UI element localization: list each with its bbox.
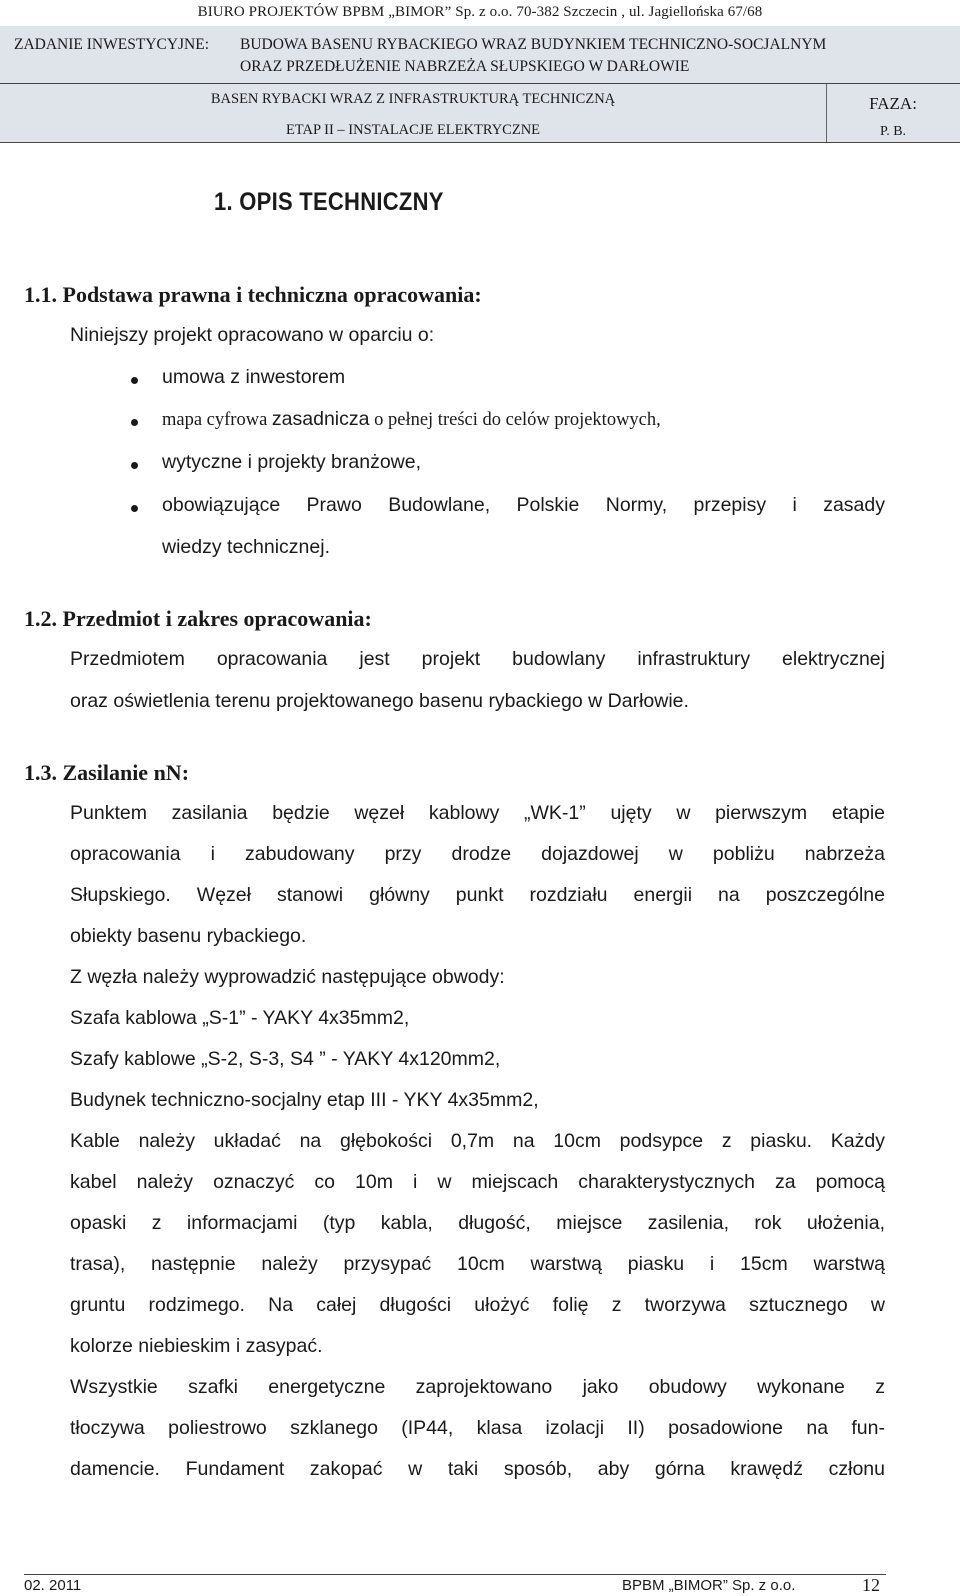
paragraph-line: kabel należy oznaczyć co 10m i w miejscach charakterystycznych za pomocą (70, 1171, 885, 1193)
paragraph-line: gruntu rodzimego. Na całej długości ułożyć folię z tworzywa sztucznego w (70, 1294, 885, 1316)
page-number: 12 (862, 1575, 880, 1595)
paragraph-line: Z węzła należy wyprowadzić następujące obwody: (70, 966, 505, 988)
paragraph-line: opaski z informacjami (typ kabla, długość, miejsce zasilenia, rok ułożenia, (70, 1212, 885, 1234)
company-name: BIURO PROJEKTÓW BPBM „BIMOR” Sp. z o.o. 70-382 Szczecin , ul. Jagiellońska 67/68 (197, 4, 763, 20)
paragraph-line: Słupskiego. Węzeł stanowi główny punkt rozdziału energii na poszczególne (70, 884, 885, 906)
paragraph-line: Budynek techniczno-socjalny etap III - YKY 4x35mm2, (70, 1089, 539, 1111)
task-title-line1: BUDOWA BASENU RYBACKIEGO WRAZ BUDYNKIEM TECHNICZNO-SOCJALNYM (240, 36, 827, 53)
section-1-1-intro: Niniejszy projekt opracowano w oparciu o: (70, 324, 435, 346)
bullet-icon (131, 419, 138, 426)
bullet-icon (131, 377, 138, 384)
list-item-text: zasadnicza (271, 408, 370, 430)
header-divider (0, 83, 960, 84)
paragraph-line: Szafy kablowe „S-2, S-3, S4 ” - YAKY 4x120mm2, (70, 1048, 501, 1070)
header-stage: ETAP II – INSTALACJE ELEKTRYCZNE (285, 122, 541, 138)
list-item-text: o pełnej treści do celów projektowych, (369, 410, 661, 430)
list-item: obowiązujące Prawo Budowlane, Polskie Normy, przepisy i zasady (162, 494, 885, 516)
paragraph-line: obiekty basenu rybackiego. (70, 925, 307, 947)
paragraph-line: Szafa kablowa „S-1” - YAKY 4x35mm2, (70, 1007, 410, 1029)
paragraph-line: kolorze niebieskim i zasypać. (70, 1335, 323, 1357)
header-subject: BASEN RYBACKI WRAZ Z INFRASTRUKTURĄ TECHNICZNĄ (210, 91, 616, 107)
section-heading-1-1: 1.1. Podstawa prawna i techniczna opracowania: (24, 282, 482, 307)
page-title: 1. OPIS TECHNICZNY (214, 188, 444, 216)
bullet-icon (131, 462, 138, 469)
phase-label: FAZA: (869, 94, 917, 113)
paragraph-line: tłoczywa poliestrowo szklanego (IP44, klasa izolacji II) posadowione na fun- (70, 1417, 885, 1439)
paragraph-line: Wszystkie szafki energetyczne zaprojektowano jako obudowy wykonane z (70, 1376, 885, 1398)
section-heading-1-2: 1.2. Przedmiot i zakres opracowania: (24, 606, 372, 631)
paragraph-line: oraz oświetlenia terenu projektowanego basenu rybackiego w Darłowie. (70, 690, 689, 712)
task-label: ZADANIE INWESTYCYJNE: (14, 36, 210, 53)
task-title-line2: ORAZ PRZEDŁUŻENIE NABRZEŻA SŁUPSKIEGO W DARŁOWIE (240, 58, 690, 75)
section-heading-1-3: 1.3. Zasilanie nN: (24, 760, 190, 785)
paragraph-line: opracowania i zabudowany przy drodze dojazdowej w pobliżu nabrzeża (70, 843, 885, 865)
footer-rule (24, 1574, 886, 1575)
bullet-icon (131, 505, 138, 512)
list-item-text: mapa cyfrowa (162, 410, 272, 430)
footer-date: 02. 2011 (24, 1577, 82, 1594)
header-bottom-rule (0, 142, 960, 143)
list-item: wytyczne i projekty branżowe, (162, 451, 422, 473)
paragraph-line: Kable należy układać na głębokości 0,7m na 10cm podsypce z piasku. Każdy (70, 1130, 885, 1152)
footer-company: BPBM „BIMOR” Sp. z o.o. (622, 1577, 796, 1594)
paragraph-line: Przedmiotem opracowania jest projekt budowlany infrastruktury elektrycznej (70, 648, 885, 670)
list-item-continuation: wiedzy technicznej. (162, 536, 330, 558)
paragraph-line: Punktem zasilania będzie węzeł kablowy „WK-1” ujęty w pierwszym etapie (70, 802, 885, 824)
list-item: umowa z inwestorem (162, 366, 346, 388)
paragraph-line: damencie. Fundament zakopać w taki sposób, aby górna krawędź członu (70, 1458, 885, 1480)
list-item (162, 408, 661, 431)
paragraph-line: trasa), następnie należy przysypać 10cm warstwą piasku i 15cm warstwą (70, 1253, 885, 1275)
phase-value: P. B. (879, 124, 907, 139)
